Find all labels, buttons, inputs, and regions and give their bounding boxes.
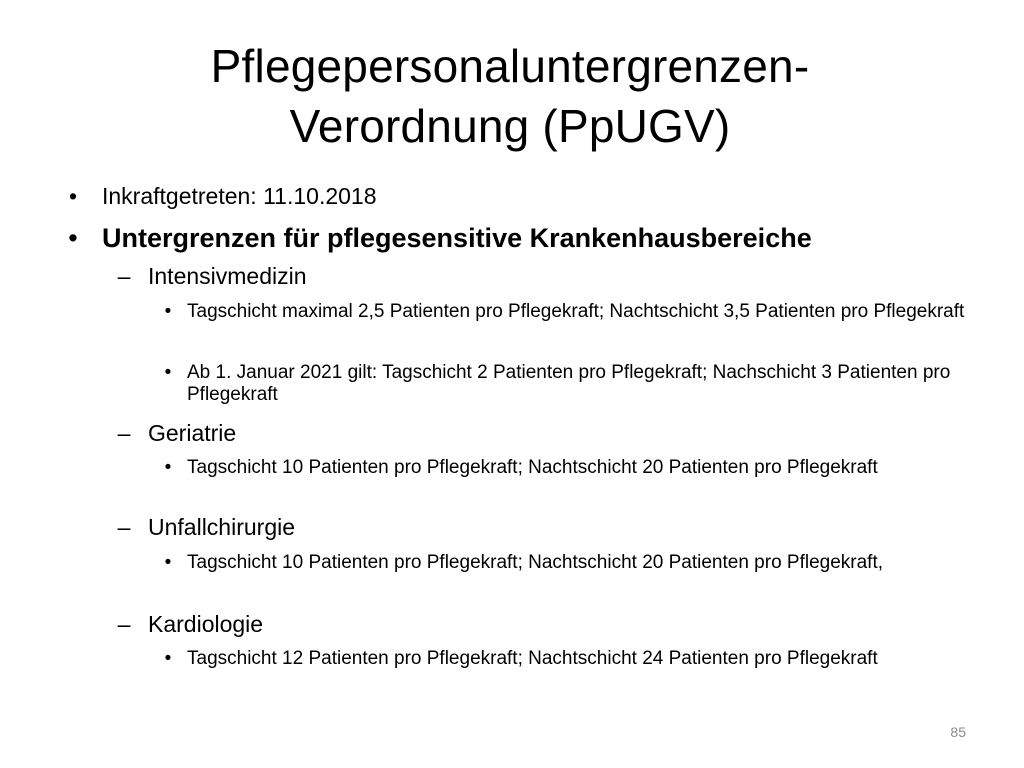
section-title: Geriatrie	[148, 420, 237, 446]
point-intensivmedizin-1	[161, 301, 967, 323]
section-title: Kardiologie	[148, 611, 264, 637]
bullet-dot-icon: •	[164, 457, 172, 478]
bullet-dash-icon: –	[117, 263, 131, 289]
bullet-dash-icon: –	[117, 420, 131, 446]
page-number: 85	[950, 724, 966, 740]
section-geriatrie	[112, 419, 236, 447]
point-text: Tagschicht 12 Patienten pro Pflegekraft; Nachtschicht 24 Patienten pro Pflegekraft	[187, 648, 878, 669]
section-title: Unfallchirurgie	[148, 514, 296, 540]
bullet-dot-icon: •	[68, 223, 78, 253]
section-unfallchirurgie	[112, 513, 295, 541]
point-text: Tagschicht 10 Patienten pro Pflegekraft; Nachtschicht 20 Patienten pro Pflegekraft	[187, 457, 878, 478]
bullet-dash-icon: –	[117, 514, 131, 540]
point-intensivmedizin-2	[161, 362, 967, 406]
bullet-item-effective-date	[60, 182, 377, 210]
bullet-dot-icon: •	[68, 183, 78, 209]
point-geriatrie-1	[161, 457, 967, 479]
point-unfallchirurgie-1	[161, 552, 967, 574]
bullet-dot-icon: •	[164, 301, 172, 322]
effective-date-text: Inkraftgetreten: 11.10.2018	[102, 183, 377, 209]
bullet-dot-icon: •	[164, 552, 172, 573]
bullet-item-heading	[60, 222, 812, 254]
point-text: Tagschicht 10 Patienten pro Pflegekraft; Nachtschicht 20 Patienten pro Pflegekraft,	[187, 552, 884, 573]
slide-title-line-2: Verordnung (PpUGV)	[289, 100, 731, 152]
bullet-dot-icon: •	[164, 362, 172, 383]
point-text: Ab 1. Januar 2021 gilt: Tagschicht 2 Patienten pro Pflegekraft; Nachschicht 3 Patienten pro Pflegekraft	[187, 362, 951, 405]
section-intensivmedizin	[112, 262, 307, 290]
section-kardiologie	[112, 610, 263, 638]
point-text: Tagschicht maximal 2,5 Patienten pro Pflegekraft; Nachtschicht 3,5 Patienten pro Pflegekraft	[187, 301, 965, 322]
bullet-dot-icon: •	[164, 648, 172, 669]
point-kardiologie-1	[161, 648, 967, 670]
section-title: Intensivmedizin	[148, 263, 307, 289]
heading-text: Untergrenzen für pflegesensitive Krankenhausbereiche	[102, 223, 812, 253]
slide-title-line-1: Pflegepersonaluntergrenzen-	[210, 40, 810, 92]
bullet-dash-icon: –	[117, 611, 131, 637]
